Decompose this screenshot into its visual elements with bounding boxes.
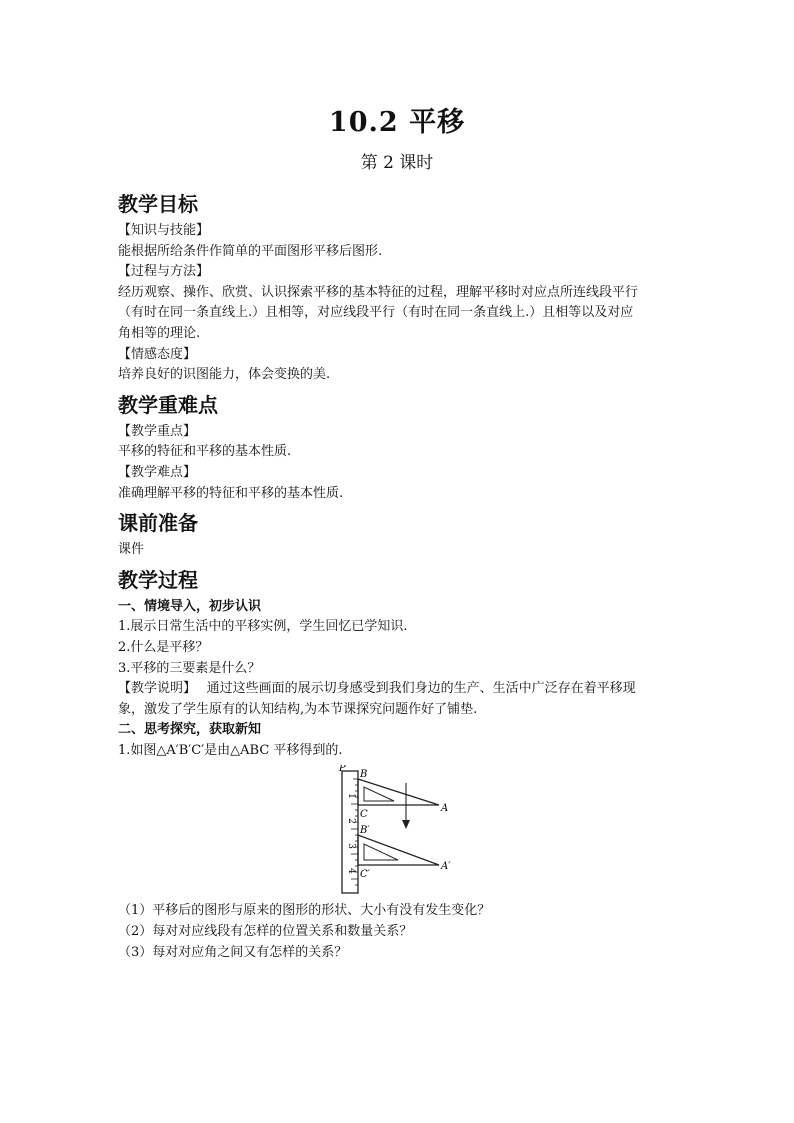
ruler-triangle-diagram xyxy=(336,765,476,897)
ruler-number-4: 4 xyxy=(346,868,356,875)
translation-arrow-head xyxy=(402,820,410,829)
translation-figure xyxy=(118,765,688,897)
question-line: （1）平移后的图形与原来的图形的形状、大小有没有发生变化？ xyxy=(118,903,491,919)
focus-text: 平移的特征和平移的基本性质. xyxy=(118,444,292,460)
difficulty-text: 准确理解平移的特征和平移的基本性质. xyxy=(118,485,344,501)
label-a: A xyxy=(441,803,449,815)
label-p: P xyxy=(339,765,346,775)
emotion-text: 培养良好的识图能力，体会变换的美. xyxy=(118,367,331,383)
label-c: C xyxy=(360,809,368,821)
ruler-shape xyxy=(342,771,358,893)
question-line: （3）每对对应角之间又有怎样的关系？ xyxy=(118,944,348,960)
ruler-number-3: 3 xyxy=(346,843,356,850)
document-body xyxy=(118,185,688,963)
prep-text: 课件 xyxy=(118,542,145,558)
page-title: 10.2 平移 xyxy=(328,107,466,138)
process-line: （有时在同一条直线上.）且相等，对应线段平行（有时在同一条直线上.）且相等以及对应 xyxy=(118,305,634,321)
section-heading-key-points: 教学重难点 xyxy=(118,392,218,417)
label-b: B xyxy=(360,769,368,781)
part2-title: 二、思考探究，获取新知 xyxy=(118,722,262,738)
knowledge-label: 【知识与技能】 xyxy=(118,223,210,238)
difficulty-label: 【教学难点】 xyxy=(118,464,197,480)
triangle-a2b2c2-inner xyxy=(364,844,398,860)
section-heading-prep: 课前准备 xyxy=(118,511,198,536)
question-line: （2）每对对应线段有怎样的位置关系和数量关系？ xyxy=(118,924,413,940)
process-line: 角相等的理论. xyxy=(118,325,201,341)
label-b-prime: B′ xyxy=(360,825,370,837)
knowledge-text: 能根据所给条件作简单的平面图形平移后图形. xyxy=(118,243,383,259)
page-subtitle: 第 2 课时 xyxy=(360,153,434,173)
teaching-note xyxy=(118,679,688,700)
part1-title: 一、情境导入，初步认识 xyxy=(118,598,262,614)
process-line: 经历观察、操作、欣赏、认识探索平移的基本特征的过程，理解平移时对应点所连线段平行 xyxy=(118,284,639,300)
ruler-number-1: 1 xyxy=(346,793,356,800)
part2-item: 1.如图△A′B′C′是由△ABC 平移得到的. xyxy=(118,742,343,758)
part1-item: 2.什么是平移？ xyxy=(118,639,209,655)
note-line: 通过这些画面的展示切身感受到我们身边的生产、生活中广泛存在着平移现 xyxy=(206,681,636,697)
process-label: 【过程与方法】 xyxy=(118,264,210,280)
ruler-number-2: 2 xyxy=(346,818,356,825)
label-c-prime: C′ xyxy=(360,869,370,881)
note-label: 【教学说明】 xyxy=(118,681,190,697)
part1-item: 1.展示日常生活中的平移实例，学生回忆已学知识. xyxy=(118,619,408,635)
focus-label: 【教学重点】 xyxy=(118,423,197,439)
note-line: 象，激发了学生原有的认知结构,为本节课探究问题作好了铺垫. xyxy=(118,701,478,717)
emotion-label: 【情感态度】 xyxy=(118,346,197,362)
part1-item: 3.平移的三要素是什么？ xyxy=(118,660,261,676)
section-heading-goals: 教学目标 xyxy=(118,192,198,216)
label-a-prime: A′ xyxy=(441,861,451,873)
section-heading-process: 教学过程 xyxy=(118,567,198,592)
